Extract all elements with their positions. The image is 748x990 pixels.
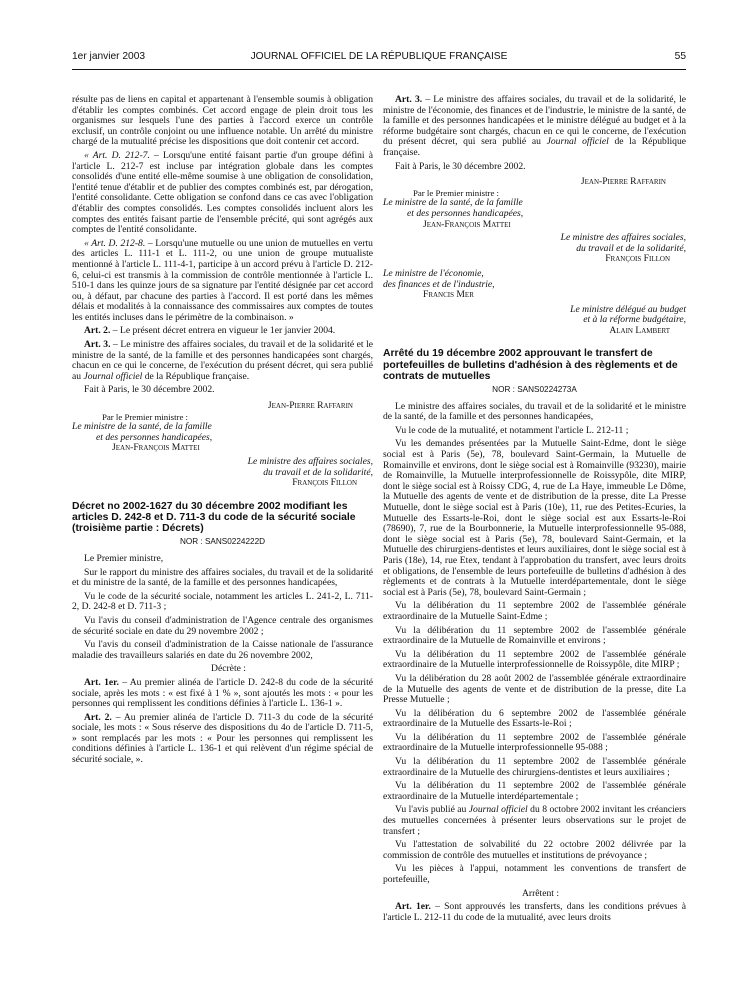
journal-officiel-ref: Journal officiel [546, 136, 609, 148]
article-d212-7 [72, 151, 373, 236]
signatory-name: François Fillon [292, 477, 357, 489]
nor-reference: NOR : SANS0224222D [179, 537, 266, 547]
fait-a-paris: Fait à Paris, le 30 décembre 2002. [84, 384, 215, 396]
minister-title: Le ministre des affaires sociales, [247, 456, 373, 467]
nor-reference: NOR : SANS0224273A [492, 385, 577, 395]
article-ref: « Art. D. 212-8. [84, 237, 146, 249]
arrete-title: Arrêté du 19 décembre 2002 approuvant le transfert de portefeuilles de bulletins d'adhésion à des règlements et de contrats de mutuelles [383, 348, 678, 382]
vu-clause: Vu la délibération du 11 septembre 2002 de l'assemblée générale extraordinaire de la Mutuelle de Romainville et environs ; [383, 624, 686, 647]
journal-officiel-ref: Journal officiel [468, 804, 528, 816]
article-label: Art. 2. [84, 711, 112, 723]
par-premier-ministre: Par le Premier ministre : [102, 411, 188, 422]
minister-title: des finances et de l'industrie, [383, 278, 495, 290]
article-text: – Lorsqu'une mutuelle ou une union de mutuelles en vertu des articles L. 111-1 et L. 111-2, ou une union de groupe mutualiste mentionné à l'article L. 111-4-1, participe à un accord prévu à l'article D. 212-6, celui-ci est transmis à la commission de contrôle mentionnée à l'article L. 510-1 dans les quinze jours de sa signature par l'entité désignée par cet accord ou, à défaut, par chacune des parties à l'accord. Il est porté dans les mêmes délais et modalités à la connaissance des commissaires aux comptes de toutes les entités incluses dans le périmètre de la combinaison. » [72, 237, 373, 323]
decrete-heading: Décrète : [211, 663, 246, 675]
article-text: – Lorsqu'une entité faisant partie d'un groupe défini à l'article L. 212-7 est incluse par intégration globale dans les comptes consolidés d'une entité elle-même soumise à une obligation de consolidation, l'entité tenue d'établir et de publier des comptes combinés est, par dérogation, l'entité consolidante. Cette obligation se confond dans ce cas avec l'obligation d'établir des comptes consolidés. Les comptes consolidés incluent alors les comptes des entités faisant partie de l'ensemble précité, qui sont agrégés aux comptes de l'entité consolidante. [72, 149, 373, 236]
minister-title: du travail et de la solidarité, [263, 466, 373, 478]
article-3 [383, 95, 686, 159]
signatory-name: François Fillon [605, 253, 670, 265]
article-text-end: de la République française. [142, 370, 250, 382]
header-date: 1er janvier 2003 [72, 51, 146, 62]
vu-clause: Vu la délibération du 11 septembre 2002 de l'assemblée générale extraordinaire de la Mutuelle Saint-Edme ; [383, 600, 686, 622]
paragraph: Le Premier ministre, [84, 552, 164, 564]
paragraph: Sur le rapport du ministre des affaires sociales, du travail et de la solidarité et du ministre de la santé, de la famille et des personnes handicapées, [72, 566, 373, 589]
minister-title: du travail et de la solidarité, [576, 242, 686, 254]
signatory-name: Jean-François Mattei [112, 442, 200, 454]
article-label: Art. 1er. [84, 676, 119, 688]
left-column [72, 95, 373, 769]
vu-clause: Vu la délibération du 11 septembre 2002 de l'assemblée générale extraordinaire de la Mutuelle des chirurgiens-dentistes et leurs auxiliaires ; [383, 756, 686, 778]
vu-clause: Vu la délibération du 11 septembre 2002 de l'assemblée générale extraordinaire de la Mutuelle interprofessionnelle 95-088 ; [383, 731, 686, 754]
signatory-name: Francis Mer [423, 289, 474, 301]
vu-clause: Vu le code de la mutualité, et notamment l'article L. 212-11 ; [395, 424, 629, 436]
minister-title: Le ministre des affaires sociales, [560, 232, 686, 244]
article-text: – Le ministre des affaires sociales, du travail et de la solidarité et le ministre de la santé, de la famille et des personnes handicapées sont chargés, chacun en ce qui le concerne, de l'exécution du présent décret, qui sera publié au [72, 339, 374, 382]
minister-title: et des personnes handicapées, [96, 431, 213, 443]
vu-clause: Vu les demandes présentées par la Mutuelle Saint-Edme, dont le siège social est à Paris (5e), 78, boulevard Saint-Germain, la Mutuelle de Romainville et environs, dont le siège social est à Romainville (93230), mairie de Romainville, la Mutuelle interprofessionnelle de Roissypôle, dite MIRP, dont le siège social est à Roissy CDG, 4, rue de La Haye, immeuble Le Dôme, la Mutuelle des agents de vente et de distribution de la presse, dite La Presse Mutuelle, dont le siège social est à Paris (10e), 11, rue des Petites-Ecuries, la Mutuelle des Essarts-le-Roi, dont le siège social est aux Essarts-le-Roi (78690), 7, rue de la Bourbonnerie, la Mutuelle interprofessionnelle 95-088, dont le siège social est à Paris (5e), 78, boulevard Saint-Germain, et la Mutuelle des chirurgiens-dentistes et leurs auxiliaires, dont le siège social est à Paris (18e), 14, rue Etex, tendant à l'approbation du transfert, avec leurs droits et obligations, de l'ensemble de leurs portefeuille de bulletins d'adhésion à des règlements et de contrats à la Mutuelle interdépartementale, dont le siège social est à Paris (5e), 78, boulevard Saint-Germain ; [383, 438, 686, 598]
article-3 [72, 340, 373, 382]
article-1 [72, 678, 373, 710]
minister-title: et à la réforme budgétaire, [583, 314, 686, 326]
signatures [72, 401, 373, 489]
minister-title: Le ministre de la santé, de la famille [72, 421, 212, 433]
right-column [383, 95, 686, 926]
vu-clause: Vu la délibération du 11 septembre 2002 de l'assemblée générale extraordinaire de la Mutuelle interdépartementale ; [383, 780, 686, 802]
vu-clause: Vu l'attestation de solvabilité du 22 octobre 2002 délivrée par la commission de contrôle des mutuelles et institutions de prévoyance ; [383, 839, 686, 861]
article-text: – Au premier alinéa de l'article D. 711-3 du code de la sécurité sociale, les mots : « Sous réserve des dispositions du 4o de l'article D. 711-5, » sont remplacés par les mots : « Pour les personnes qui remplissent les conditions définies à l'article L. 136-1 et qui relèvent d'un régime spécial de sécurité sociale, ». [72, 711, 374, 766]
minister-title: et des personnes handicapées, [407, 207, 524, 219]
article-text: – Au premier alinéa de l'article D. 242-8 du code de la sécurité sociale, après les mots : « est fixé à 1 % », sont ajoutés les mots : « pour les personnes qui remplissent les conditions définies à l'article L. 136-1 ». [72, 676, 373, 710]
vu-clause: Vu les pièces à l'appui, notamment les conventions de transfert de portefeuille, [383, 863, 686, 886]
article-text: – Le ministre des affaires sociales, du travail et de la solidarité, le ministre de l'économie, des finances et de l'industrie, le ministre de la santé, de la famille et des personnes handicapées et le ministre délégué au budget et à la réforme budgétaire sont chargés, chacun en ce qui le concerne, de l'exécution du présent décret, qui sera publié au [383, 94, 686, 148]
article-text-end: de la République française. [383, 136, 687, 158]
signatory-pm: Jean-Pierre Raffarin [580, 176, 666, 188]
minister-title: Le ministre de l'économie, [383, 267, 484, 279]
header-journal-title: JOURNAL OFFICIEL DE LA RÉPUBLIQUE FRANÇAISE [250, 51, 508, 62]
vu-clause: Vu l'avis du conseil d'administration de l'Agence centrale des organismes de sécurité sociale en date du 29 novembre 2002 ; [72, 614, 373, 637]
vu-clause: Vu le code de la sécurité sociale, notamment les articles L. 241-2, L. 711-2, D. 242-8 et D. 711-3 ; [72, 590, 373, 613]
signatory-name: Jean-François Mattei [423, 218, 511, 230]
article-label: Art. 1er. [395, 901, 431, 913]
journal-officiel-ref: Journal officiel [83, 370, 143, 382]
vu-clause: Vu la délibération du 11 septembre 2002 de l'assemblée générale extraordinaire de la Mutuelle interprofessionnelle de Roissypôle, dite MIRP ; [383, 648, 686, 671]
article-d212-8 [72, 239, 373, 324]
arretent-heading: Arrêtent : [521, 887, 560, 899]
minister-title: Le ministre délégué au budget [570, 303, 686, 315]
article-text: – Sont approuvés les transferts, dans les conditions prévues à l'article L. 212-11 du code de la mutualité, avec leurs droits [383, 901, 686, 923]
vu-clause: Vu l'avis du conseil d'administration de la Caisse nationale de l'assurance maladie des travailleurs salariés en date du 26 novembre 2002, [72, 639, 373, 661]
header-page-number: 55 [674, 51, 686, 62]
paragraph: résulte pas de liens en capital et appartenant à l'ensemble soumis à obligation d'établir les comptes combinés. Cet accord engage de plein droit tous les organismes sur lesquels l'une des parties à l'accord exerce un contrôle exclusif, un contrôle conjoint ou une influence notable. Un arrêté du ministre chargé de la mutualité précise les dispositions que doit contenir cet accord. [72, 94, 373, 148]
page-header [72, 51, 686, 67]
clause-text: du 8 octobre 2002 invitant les créanciers des mutuelles concernées à présenter leurs observations sur le projet de transfert ; [383, 804, 686, 837]
vu-clause [383, 805, 686, 837]
signatory-name: Alain Lambert [609, 324, 670, 336]
clause-text: Vu l'avis publié au [395, 804, 469, 816]
header-rule [72, 69, 686, 70]
article-text: – Le présent décret entrera en vigueur le 1er janvier 2004. [110, 325, 336, 337]
vu-clause: Vu la délibération du 28 août 2002 de l'assemblée générale extraordinaire de la Mutuelle des agents de vente et de distribution de la presse, dite La Presse Mutuelle ; [383, 672, 686, 706]
article-label: Art. 3. [395, 94, 423, 105]
minister-title: Le ministre de la santé, de la famille [383, 197, 523, 209]
vu-clause: Vu la délibération du 6 septembre 2002 de l'assemblée générale extraordinaire de la Mutuelle des Essarts-le-Roi ; [383, 707, 686, 730]
article-label: Art. 2. [84, 325, 111, 337]
article-2 [72, 713, 373, 766]
par-premier-ministre: Par le Premier ministre : [413, 187, 499, 198]
paragraph: Le ministre des affaires sociales, du travail et de la solidarité et le ministre de la santé, de la famille et des personnes handicapées, [383, 400, 686, 423]
signatory-pm: Jean-Pierre Raffarin [267, 400, 353, 412]
article-ref: « Art. D. 212-7. [84, 149, 150, 161]
article-1 [383, 902, 686, 923]
article-2 [72, 326, 373, 337]
article-label: Art. 3. [84, 339, 111, 351]
signatures [383, 177, 686, 336]
decree-title: Décret no 2002-1627 du 30 décembre 2002 modifiant les articles D. 242-8 et D. 711-3 du code de la sécurité sociale (troisième partie : Décrets) [72, 500, 356, 535]
fait-a-paris: Fait à Paris, le 30 décembre 2002. [395, 160, 526, 172]
